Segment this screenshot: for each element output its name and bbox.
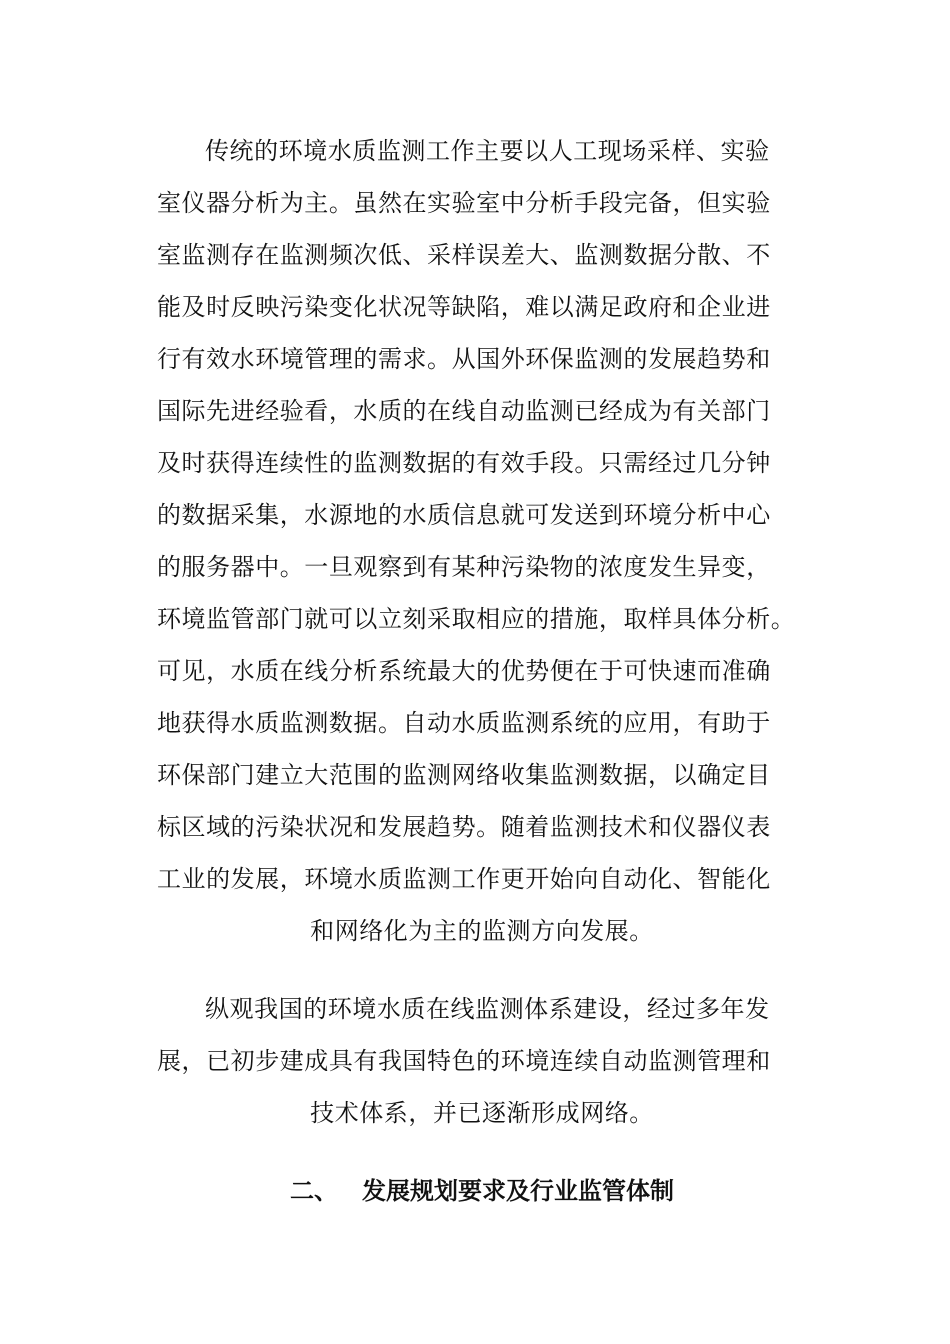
paragraph-1-line-6: 国际先进经验看，水质的在线自动监测已经成为有关部门 <box>157 397 771 425</box>
section-heading-number: 二、 <box>290 1176 338 1205</box>
paragraph-1-line-10: 环境监管部门就可以立刻采取相应的措施，取样具体分析。 <box>157 605 796 633</box>
paragraph-1-line-16: 和网络化为主的监测方向发展。 <box>310 917 654 945</box>
paragraph-1-line-4: 能及时反映污染变化状况等缺陷，难以满足政府和企业进 <box>157 293 771 321</box>
paragraph-1-line-2: 室仪器分析为主。虽然在实验室中分析手段完备，但实验 <box>157 189 771 217</box>
paragraph-2-line-1: 纵观我国的环境水质在线监测体系建设，经过多年发 <box>205 995 770 1023</box>
paragraph-1-line-12: 地获得水质监测数据。自动水质监测系统的应用，有助于 <box>157 709 771 737</box>
paragraph-2-line-3: 技术体系，并已逐渐形成网络。 <box>310 1099 654 1127</box>
paragraph-1-line-14: 标区域的污染状况和发展趋势。随着监测技术和仪器仪表 <box>157 813 771 841</box>
paragraph-1-line-11: 可见，水质在线分析系统最大的优势便在于可快速而准确 <box>157 657 771 685</box>
paragraph-1-line-9: 的服务器中。一旦观察到有某种污染物的浓度发生异变， <box>157 553 771 581</box>
paragraph-2-line-2: 展，已初步建成具有我国特色的环境连续自动监测管理和 <box>157 1047 771 1075</box>
paragraph-1-line-1: 传统的环境水质监测工作主要以人工现场采样、实验 <box>205 137 770 165</box>
paragraph-1-line-3: 室监测存在监测频次低、采样误差大、监测数据分散、不 <box>157 241 771 269</box>
paragraph-1-line-8: 的数据采集，水源地的水质信息就可发送到环境分析中心 <box>157 501 771 529</box>
paragraph-1-line-5: 行有效水环境管理的需求。从国外环保监测的发展趋势和 <box>157 345 771 373</box>
section-heading <box>157 1175 807 1207</box>
paragraph-1-line-13: 环保部门建立大范围的监测网络收集监测数据，以确定目 <box>157 761 771 789</box>
paragraph-1-line-15: 工业的发展，环境水质监测工作更开始向自动化、智能化 <box>157 865 771 893</box>
paragraph-1-line-7: 及时获得连续性的监测数据的有效手段。只需经过几分钟 <box>157 449 771 477</box>
section-heading-title: 发展规划要求及行业监管体制 <box>362 1176 674 1205</box>
